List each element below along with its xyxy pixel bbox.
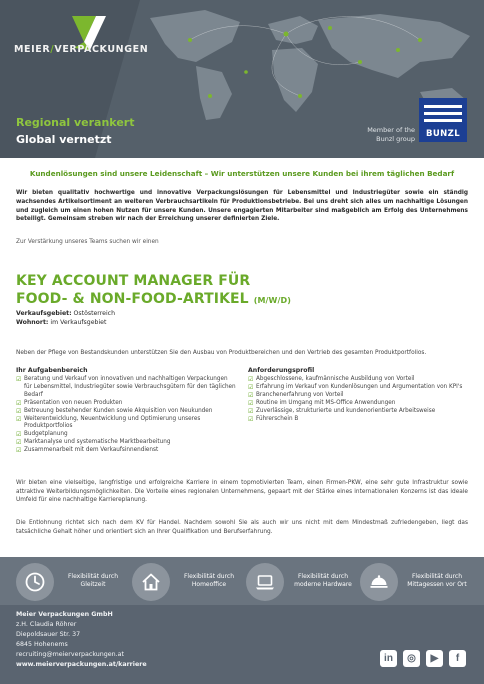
benefit-label: Flexibilität durch moderne Hardware (294, 573, 352, 588)
company-wordmark: MEIER/VERPACKUNGEN (14, 44, 149, 55)
list-item: ☑ Abgeschlossene, kaufmännische Ausbildung von Vorteil (248, 376, 468, 384)
benefit-icon-circle (246, 563, 284, 601)
benefit-label: Flexibilität durch Mittagessen vor Ort (407, 573, 467, 588)
slogan-global: Global vernetzt (16, 133, 112, 146)
offer-paragraph: Wir bieten eine vielseitige, langfristige und erfolgreiche Karriere in einem topmotivierten Team, einen Firmen-PKW, eine sehr gute Infrastruktur sowie attraktive Weiterbildungsmöglichkeiten. Die Vorteile eines regionalen Unternehmens, gepaart mit der Stärke eines internationalen Konzerns ist das ideale Umfeld für eine nachhaltige Karriereplanung. (16, 480, 468, 504)
meal-icon (368, 571, 390, 593)
tasks-heading: Ihr Aufgabenbereich (16, 367, 88, 374)
contact-address (16, 610, 147, 670)
list-item: ☑ Weiterentwicklung, Neuentwicklung und Optimierung unseres Produktportfolios (16, 416, 236, 432)
list-item: ☑ Zusammenarbeit mit dem Verkaufsinnendienst (16, 447, 236, 455)
instagram-icon[interactable]: ◎ (403, 650, 420, 667)
contact-company: Meier Verpackungen GmbH (16, 611, 113, 618)
bunzl-member-note: Member of the Bunzl group (367, 126, 415, 143)
benefit-homeoffice (132, 563, 247, 601)
list-item: ☑ Routine im Umgang mit MS-Office Anwendungen (248, 400, 468, 408)
intro-paragraph: Wir bieten qualitativ hochwertige und innovative Verpackungslösungen für Lebensmittel und Industriegüter sowie ein ständig wachsendes Artikelsortiment an weiteren Verbrauchsartikeln für Produktionsbetriebe. Bei uns dreht sich alles um nachhaltige Lösungen und zugleich um einen hohen Nutzen für unsere Kunden. Unsere engagierten Mitarbeiter sind maßgeblich am Erfolg des Unternehmens beteiligt. Gemeinsam streben wir nach der Erreichung unserer definierten Ziele. (16, 190, 468, 223)
list-item: ☑ Marktanalyse und systematische Marktbearbeitung (16, 439, 236, 447)
benefit-icon-circle (16, 563, 54, 601)
benefit-icon-circle (132, 563, 170, 601)
benefits-band (0, 557, 484, 605)
bunzl-logo (419, 98, 467, 142)
benefit-label: Flexibilität durch Homeoffice (183, 573, 235, 588)
contact-attention: z.H. Claudia Röhrer (16, 621, 77, 628)
bunzl-stripes-icon (422, 102, 464, 128)
list-item: ☑ Betreuung bestehender Kunden sowie Akquisition von Neukunden (16, 408, 236, 416)
home-icon (140, 571, 162, 593)
list-item: ☑ Branchenerfahrung von Vorteil (248, 392, 468, 400)
benefit-lunch (360, 563, 475, 601)
contact-email[interactable]: recruiting@meierverpackungen.at (16, 651, 124, 658)
profile-section (248, 367, 468, 423)
residence-label: Wohnort: (16, 319, 49, 326)
residence-value: im Verkaufsgebiet (50, 319, 107, 326)
job-lead: Neben der Pflege von Bestandskunden unterstützen Sie den Ausbau von Produktbereichen und den Vertrieb des gesamten Produktportfolios. (16, 350, 427, 356)
benefit-flextime (16, 563, 131, 601)
benefit-label: Flexibilität durch Gleitzeit (67, 573, 119, 588)
sales-region-label: Verkaufsgebiet: (16, 310, 72, 317)
list-item: ☑ Erfahrung im Verkauf von Kundenlösungen und Argumentation von KPI's (248, 384, 468, 392)
header-banner (0, 0, 484, 158)
list-item: ☑ Präsentation von neuen Produkten (16, 400, 236, 408)
list-item: ☑ Beratung und Verkauf von innovativen und nachhaltigen Verpackungen für Lebensmittel, Industriegüter sowie Verbrauchsgütern für den täglichen Bedarf (16, 376, 236, 400)
contact-website[interactable]: www.meierverpackungen.at/karriere (16, 661, 147, 668)
facebook-icon[interactable]: f (449, 650, 466, 667)
list-item: ☑ Führerschein B (248, 416, 468, 424)
linkedin-icon[interactable]: in (380, 650, 397, 667)
team-line: Zur Verstärkung unseres Teams suchen wir einen (16, 239, 159, 245)
residence (16, 319, 106, 326)
gender-note: (M/W/D) (253, 296, 291, 305)
tasks-section (16, 367, 236, 455)
list-item: ☑ Zuverlässige, strukturierte und kundenorientierte Arbeitsweise (248, 408, 468, 416)
salary-paragraph: Die Entlohnung richtet sich nach dem KV für Handel. Nachdem sowohl Sie als auch wir uns nicht mit dem Mindestmaß zufriedengeben, liegt das tatsächliche Gehalt höher und orientiert sich an Ihrer Qualifikation und Berufserfahrung. (16, 520, 468, 535)
job-title-line1: KEY ACCOUNT MANAGER FÜR (16, 273, 251, 289)
youtube-icon[interactable]: ▶ (426, 650, 443, 667)
intro-headline: Kundenlösungen sind unsere Leidenschaft – Wir unterstützen unsere Kunden bei ihrem täglichen Bedarf (29, 169, 455, 178)
contact-street: Diepoldsauer Str. 37 (16, 631, 81, 638)
benefit-hardware (246, 563, 361, 601)
sales-region (16, 310, 115, 317)
job-title-line2-text: FOOD- & NON-FOOD-ARTIKEL (16, 291, 249, 307)
footer (0, 557, 484, 684)
bunzl-name: BUNZL (425, 129, 461, 139)
job-title-line2 (16, 291, 291, 307)
tasks-list (16, 376, 236, 455)
slogan-regional: Regional verankert (16, 116, 135, 129)
contact-city: 6845 Hohenems (16, 641, 68, 648)
profile-list (248, 376, 468, 423)
laptop-icon (254, 571, 276, 593)
sales-region-value: Ostösterreich (73, 310, 116, 317)
benefit-icon-circle (360, 563, 398, 601)
clock-icon (24, 571, 46, 593)
meier-logo-icon (14, 14, 164, 70)
profile-heading: Anforderungsprofil (248, 367, 315, 374)
list-item: ☑ Budgetplanung (16, 431, 236, 439)
